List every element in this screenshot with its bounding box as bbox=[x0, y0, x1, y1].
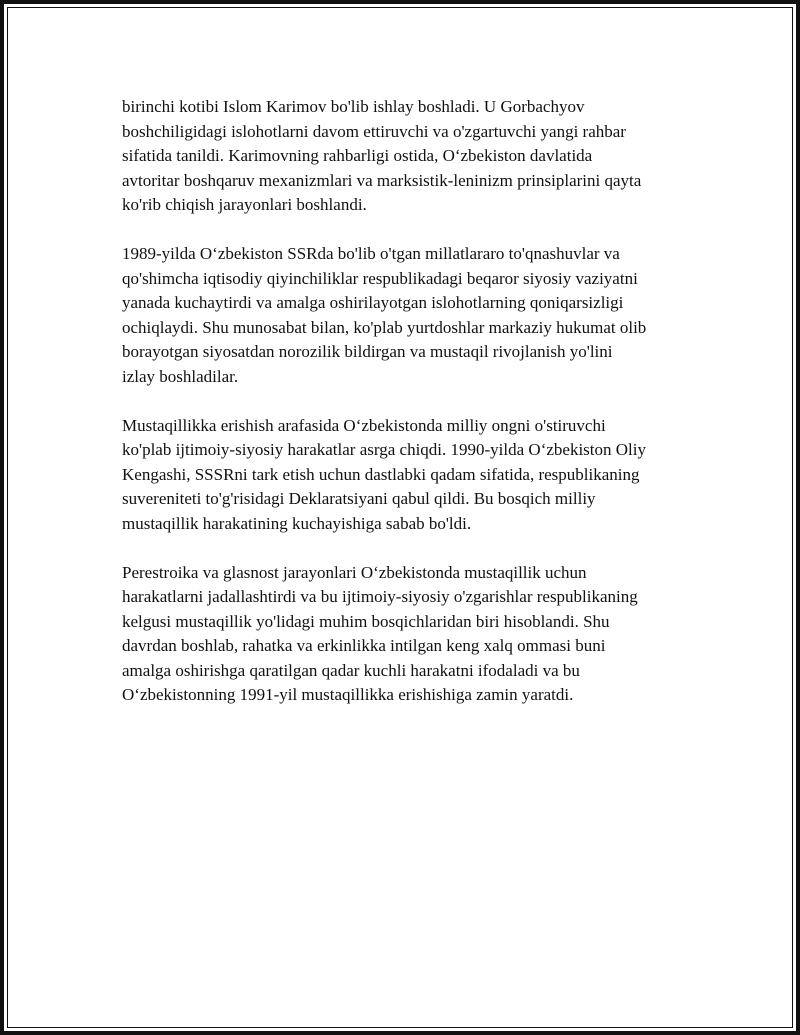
paragraph-2 bbox=[122, 242, 702, 389]
document-body bbox=[122, 95, 702, 732]
paragraph-line: yanada kuchaytirdi va amalga oshirilayotgan islohotlarning qoniqarsizligi bbox=[122, 293, 624, 312]
paragraph-line: harakatlarni jadallashtirdi va bu ijtimoiy-siyosiy o'zgarishlar respublikaning bbox=[122, 587, 638, 606]
paragraph-line: ko'rib chiqish jarayonlari boshlandi. bbox=[122, 195, 367, 214]
paragraph-line: O‘zbekistonning 1991-yil mustaqillikka erishishiga zamin yaratdi. bbox=[122, 685, 574, 704]
paragraph-line: ochiqlaydi. Shu munosabat bilan, ko'plab yurtdoshlar markaziy hukumat olib bbox=[122, 317, 647, 337]
paragraph-line: davrdan boshlab, rahatka va erkinlikka intilgan keng xalq ommasi buni bbox=[122, 636, 606, 655]
paragraph-line: suvereniteti to'g'risidagi Deklaratsiyani qabul qildi. Bu bosqich milliy bbox=[122, 489, 596, 508]
paragraph-line: borayotgan siyosatdan norozilik bildirgan va mustaqil rivojlanish yo'lini bbox=[122, 342, 613, 361]
paragraph-line: 1989-yilda O‘zbekiston SSRda bo'lib o'tgan millatlararo to'qnashuvlar va bbox=[122, 244, 620, 263]
paragraph-line: amalga oshirishga qaratilgan qadar kuchli harakatni ifodaladi va bu bbox=[122, 660, 580, 680]
paragraph-line: sifatida tanildi. Karimovning rahbarligi ostida, O‘zbekiston davlatida bbox=[122, 146, 593, 165]
paragraph-line: avtoritar boshqaruv mexanizmlari va marksistik-leninizm prinsiplarini qayta bbox=[122, 170, 642, 190]
paragraph-line: kelgusi mustaqillik yo'lidagi muhim bosqichlaridan biri hisoblandi. Shu bbox=[122, 611, 610, 631]
paragraph-3 bbox=[122, 414, 702, 537]
paragraph-1 bbox=[122, 95, 702, 218]
paragraph-line: Mustaqillikka erishish arafasida O‘zbekistonda milliy ongni o'stiruvchi bbox=[122, 415, 606, 435]
paragraph-line: boshchiligidagi islohotlarni davom ettiruvchi va o'zgartuvchi yangi rahbar bbox=[122, 121, 626, 141]
paragraph-4 bbox=[122, 561, 702, 708]
paragraph-line: mustaqillik harakatining kuchayishiga sabab bo'ldi. bbox=[122, 513, 472, 533]
paragraph-line: Perestroika va glasnost jarayonlari O‘zbekistonda mustaqillik uchun bbox=[122, 562, 587, 582]
paragraph-line: qo'shimcha iqtisodiy qiyinchiliklar respublikadagi beqaror siyosiy vaziyatni bbox=[122, 268, 638, 288]
paragraph-line: Kengashi, SSSRni tark etish uchun dastlabki qadam sifatida, respublikaning bbox=[122, 464, 640, 484]
paragraph-line: ko'plab ijtimoiy-siyosiy harakatlar asrga chiqdi. 1990-yilda O‘zbekiston Oliy bbox=[122, 440, 646, 459]
paragraph-line: birinchi kotibi Islom Karimov bo'lib ishlay boshladi. U Gorbachyov bbox=[122, 97, 585, 116]
paragraph-line: izlay boshladilar. bbox=[122, 366, 239, 386]
